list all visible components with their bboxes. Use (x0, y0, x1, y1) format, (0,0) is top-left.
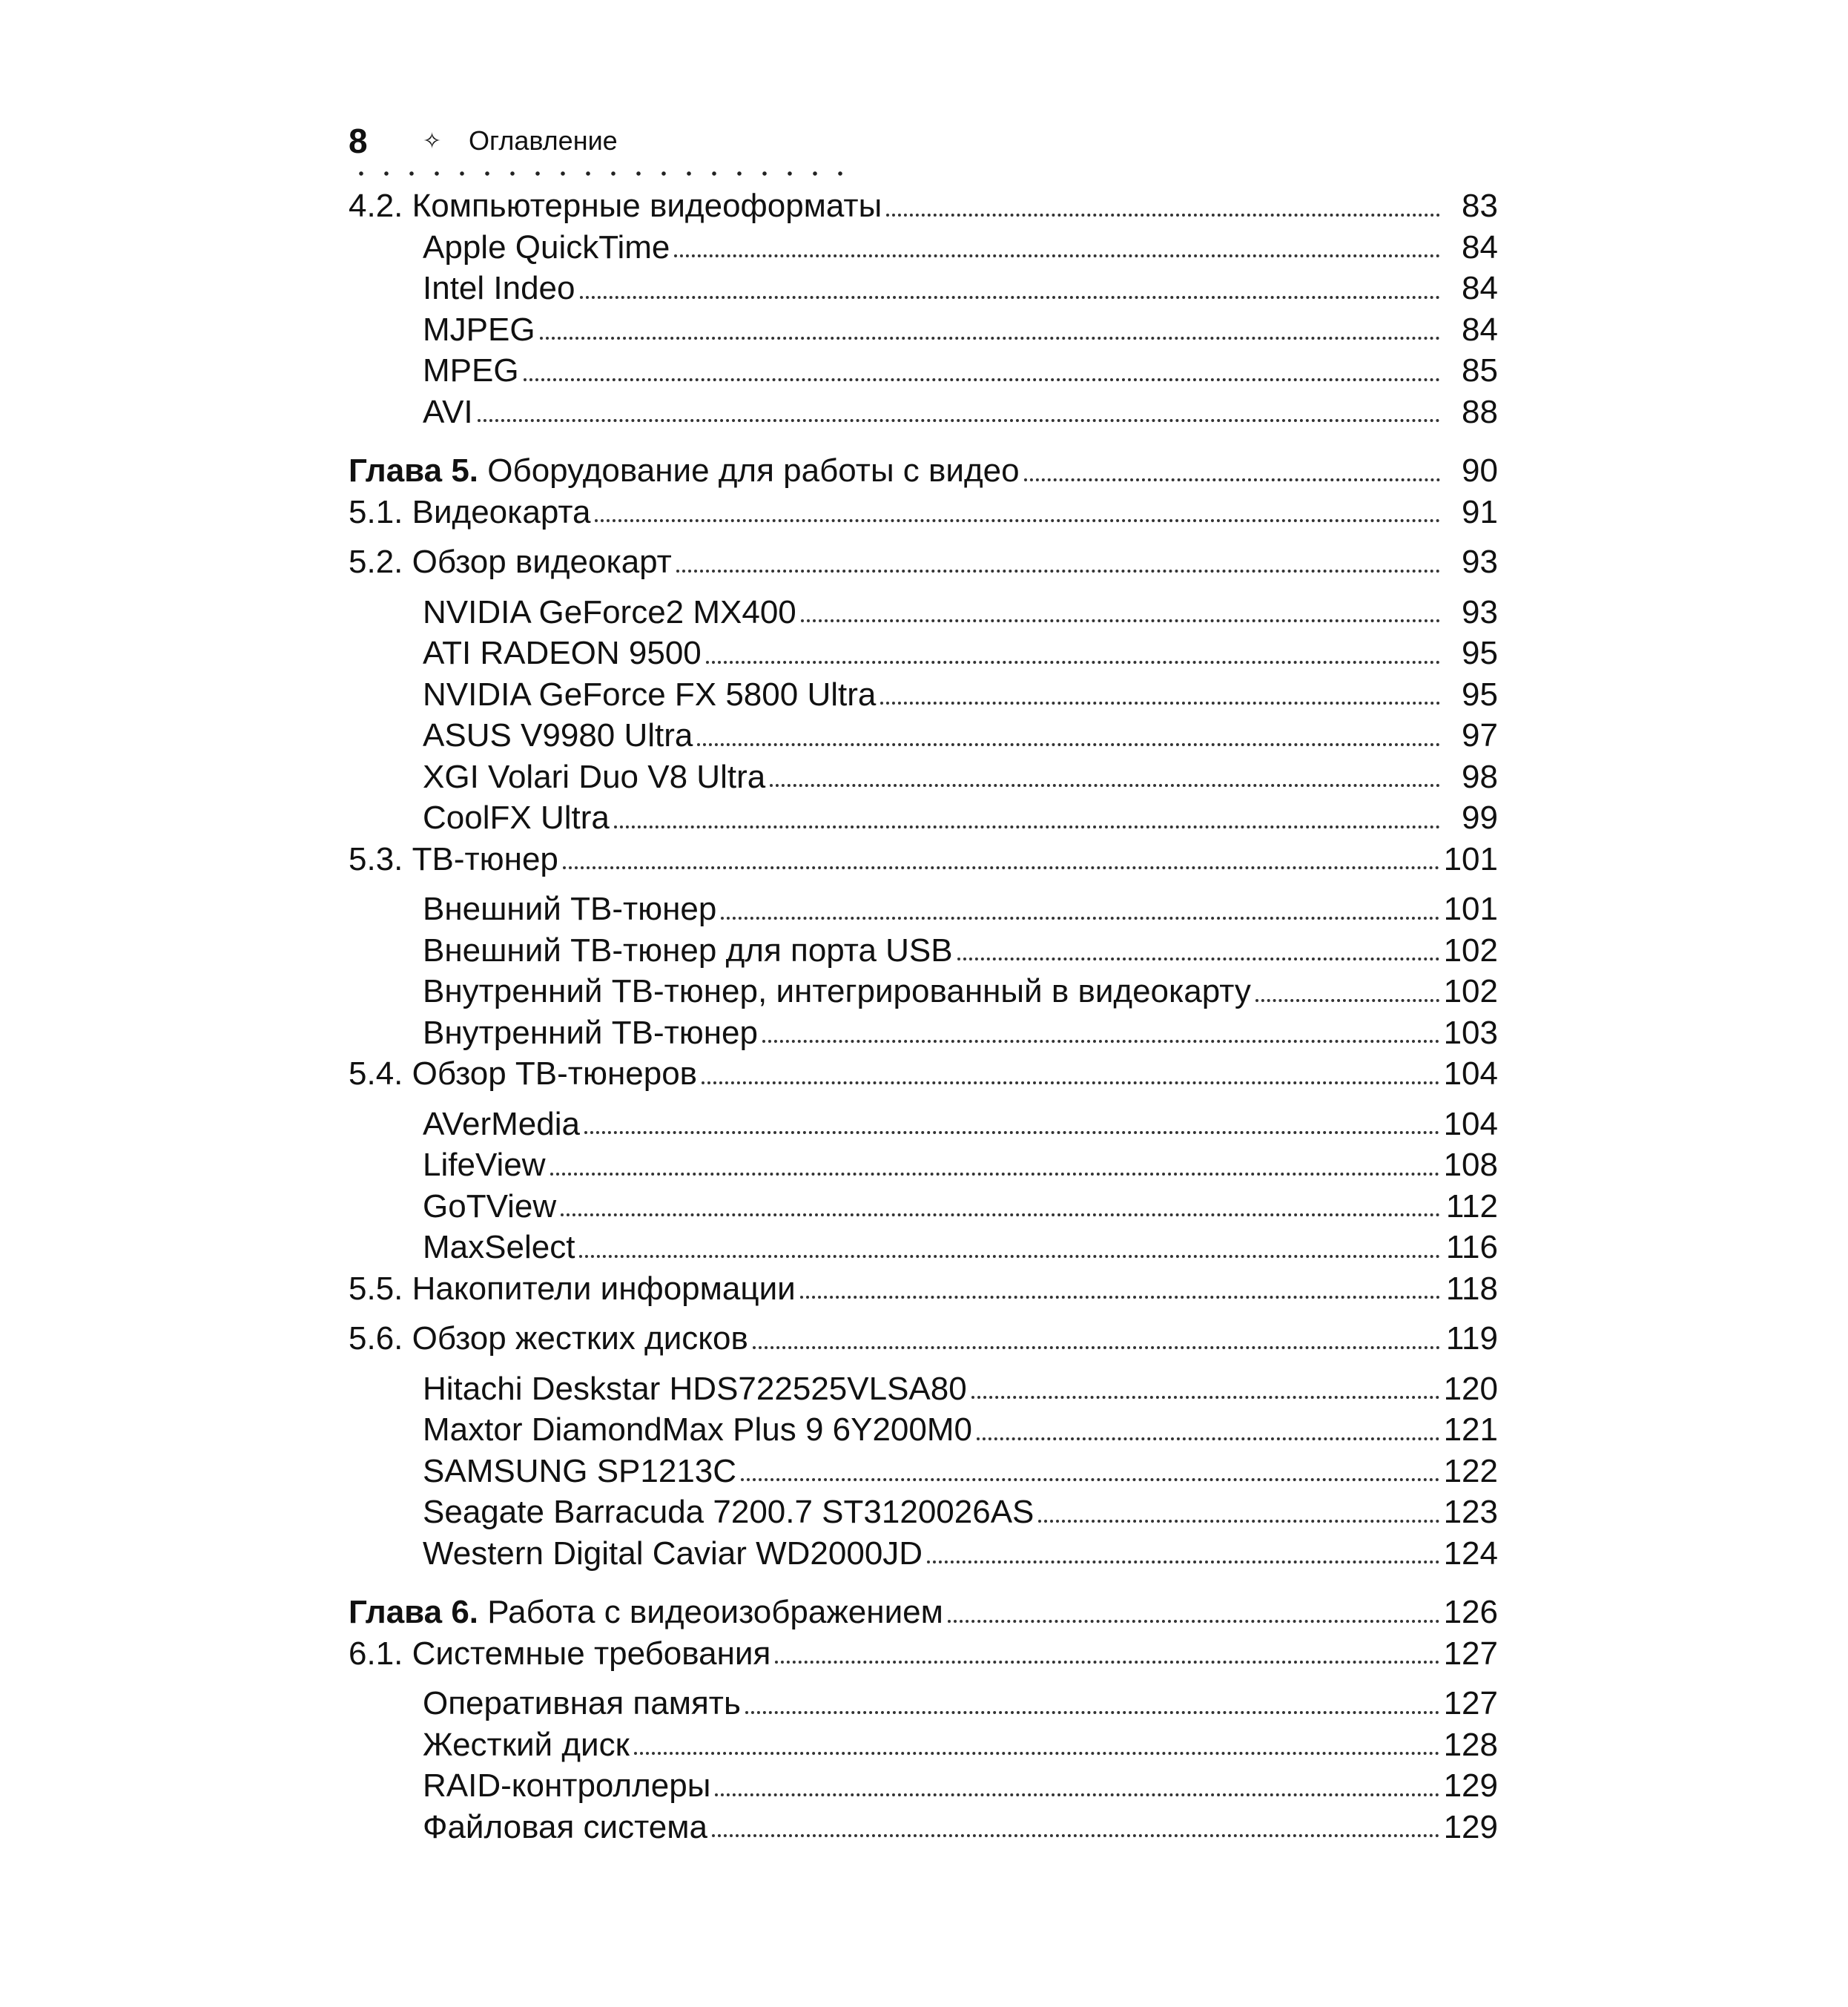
dot-leader (886, 214, 1440, 217)
dot-leader (775, 1661, 1439, 1664)
dot-leader (478, 419, 1440, 422)
toc-entry-label: 5.6. Обзор жестких дисков (349, 1320, 748, 1357)
toc-entry[interactable] (349, 1451, 1498, 1492)
toc-entry-page: 97 (1462, 717, 1498, 754)
chapter-title: Оборудование для работы с видео (487, 452, 1020, 489)
toc-entry-page: 123 (1443, 1494, 1498, 1530)
dot-leader (674, 254, 1440, 257)
dot-leader (697, 743, 1440, 746)
dot-leader (580, 296, 1441, 299)
toc-entry-page: 116 (1445, 1229, 1498, 1265)
toc-entry-page: 93 (1462, 544, 1498, 580)
toc-entry-label: 4.2. Компьютерные видеоформаты (349, 188, 882, 224)
dot-leader (1024, 478, 1440, 481)
toc-entry-page: 84 (1462, 228, 1498, 266)
toc-entry-label: MaxSelect (423, 1229, 575, 1265)
dot-leader (634, 1752, 1439, 1755)
toc-entry-page: 127 (1443, 1635, 1498, 1672)
dot-leader (1038, 1520, 1439, 1523)
toc-entry[interactable] (349, 930, 1498, 972)
toc-entry-page: 126 (1443, 1594, 1498, 1630)
toc-entry-page: 129 (1443, 1767, 1498, 1804)
toc-entry-page: 99 (1462, 800, 1498, 836)
dot-leader (676, 570, 1440, 573)
toc-entry[interactable] (349, 1227, 1498, 1268)
page-number: 8 (349, 122, 368, 160)
toc-entry-label: Hitachi Deskstar HDS722525VLSA80 (423, 1370, 967, 1407)
chapter-title: Работа с видеоизображением (487, 1594, 943, 1630)
toc-entry-label: Внешний ТВ-тюнер (423, 891, 717, 927)
toc-entry-page: 85 (1462, 352, 1498, 389)
toc-entry-label: Intel Indeo (423, 270, 575, 306)
toc-entry-page: 102 (1443, 932, 1498, 969)
toc-entry-page: 112 (1445, 1187, 1498, 1225)
chapter-prefix: Глава 6. (349, 1594, 479, 1630)
toc-entry[interactable] (349, 1409, 1498, 1451)
toc-entry-label: 5.1. Видеокарта (349, 493, 591, 530)
dot-leader (702, 1081, 1439, 1084)
toc-entry-page: 104 (1443, 1055, 1498, 1092)
toc-entry[interactable] (349, 1144, 1498, 1186)
toc-entry-page: 101 (1443, 840, 1498, 877)
toc-entry-label: 5.3. ТВ-тюнер (349, 840, 558, 877)
toc-entry-label: Внутренний ТВ-тюнер, интегрированный в видеокарту (423, 973, 1251, 1009)
toc-entry[interactable] (349, 757, 1498, 798)
toc-entry-label: GoTView (423, 1187, 557, 1225)
dot-leader (595, 519, 1440, 522)
toc-entry-page: 103 (1443, 1014, 1498, 1051)
toc-entry-page: 83 (1462, 188, 1498, 224)
toc-entry-page: 128 (1443, 1726, 1498, 1763)
toc-entry[interactable] (349, 1268, 1498, 1310)
toc-entry[interactable] (349, 633, 1498, 674)
toc-entry-label: ASUS V9980 Ultra (423, 717, 693, 754)
toc-entry[interactable] (349, 1104, 1498, 1145)
dot-leader (801, 619, 1440, 622)
toc-entry-label: Apple QuickTime (423, 228, 670, 266)
toc-entry[interactable] (349, 1053, 1498, 1095)
dot-leader (800, 1296, 1440, 1299)
dot-leader (927, 1561, 1439, 1563)
toc-entry-page: 129 (1443, 1808, 1498, 1845)
toc-chapter-entry[interactable] (349, 1592, 1498, 1633)
dot-leader (712, 1834, 1439, 1837)
dot-leader (753, 1346, 1440, 1349)
toc-entry-label: NVIDIA GeForce FX 5800 Ultra (423, 676, 877, 713)
toc-entry-page: 127 (1443, 1685, 1498, 1721)
toc-entry-page: 98 (1462, 758, 1498, 795)
dot-leader (524, 378, 1440, 381)
dot-leader (706, 661, 1440, 664)
toc-list (349, 185, 1498, 1848)
toc-entry-page: 102 (1443, 973, 1498, 1009)
dot-leader (715, 1793, 1439, 1796)
toc-entry[interactable] (349, 592, 1498, 633)
dot-leader (1255, 999, 1439, 1002)
toc-entry[interactable] (349, 1807, 1498, 1848)
toc-entry[interactable] (349, 1633, 1498, 1675)
header-divider (349, 171, 853, 177)
toc-entry-page: 84 (1462, 270, 1498, 306)
toc-entry-page: 84 (1462, 311, 1498, 348)
dot-leader (880, 702, 1440, 705)
toc-entry[interactable] (349, 392, 1498, 433)
toc-entry-label: Western Digital Caviar WD2000JD (423, 1535, 923, 1572)
dot-leader (745, 1711, 1439, 1714)
toc-entry[interactable] (349, 309, 1498, 351)
toc-entry-label: Внутренний ТВ-тюнер (423, 1014, 758, 1051)
toc-entry-label: 5.5. Накопители информации (349, 1270, 796, 1307)
dot-leader (741, 1478, 1439, 1481)
toc-entry[interactable] (349, 889, 1498, 930)
toc-page (349, 119, 1498, 1848)
dot-leader (579, 1255, 1440, 1258)
dot-leader (762, 1040, 1439, 1043)
toc-entry-page: 104 (1443, 1105, 1498, 1142)
toc-entry-page: 124 (1443, 1535, 1498, 1572)
header-title: Оглавление (469, 125, 618, 156)
toc-entry-label: XGI Volari Duo V8 Ultra (423, 758, 766, 795)
dot-leader (561, 1213, 1440, 1216)
toc-entry[interactable] (349, 350, 1498, 392)
dot-leader (540, 337, 1440, 340)
toc-entry-label: Жесткий диск (423, 1726, 630, 1763)
dot-leader (957, 958, 1439, 960)
toc-entry-page: 121 (1443, 1411, 1498, 1448)
toc-entry-label: LifeView (423, 1147, 546, 1183)
toc-entry[interactable] (349, 1368, 1498, 1410)
toc-entry-label: Оперативная память (423, 1685, 741, 1721)
toc-entry[interactable] (349, 674, 1498, 716)
toc-entry[interactable] (349, 1533, 1498, 1575)
toc-entry[interactable] (349, 797, 1498, 839)
dot-leader (584, 1131, 1439, 1134)
toc-entry-label: RAID-контроллеры (423, 1767, 711, 1804)
toc-entry-label: NVIDIA GeForce2 MX400 (423, 593, 796, 630)
toc-entry[interactable] (349, 715, 1498, 757)
toc-entry[interactable] (349, 1318, 1498, 1360)
toc-entry[interactable] (349, 1186, 1498, 1227)
toc-entry[interactable] (349, 268, 1498, 309)
toc-entry-label: SAMSUNG SP1213C (423, 1452, 737, 1489)
toc-entry-page: 101 (1443, 891, 1498, 927)
dot-leader (770, 784, 1440, 787)
dot-leader (971, 1396, 1439, 1399)
toc-entry-label: MJPEG (423, 311, 535, 348)
toc-entry-label: AVerMedia (423, 1105, 580, 1142)
dot-leader (977, 1437, 1439, 1440)
toc-entry-page: 120 (1443, 1370, 1498, 1407)
toc-entry[interactable] (349, 492, 1498, 533)
toc-entry-label: Maxtor DiamondMax Plus 9 6Y200M0 (423, 1411, 972, 1448)
dot-leader (550, 1173, 1439, 1176)
toc-entry-label: CoolFX Ultra (423, 800, 610, 836)
toc-entry[interactable] (349, 185, 1498, 227)
diamond-icon: ✧ (423, 128, 442, 154)
toc-entry[interactable] (349, 1683, 1498, 1724)
toc-entry-page: 95 (1462, 676, 1498, 713)
toc-entry-page: 95 (1462, 635, 1498, 671)
toc-entry-page: 91 (1462, 493, 1498, 530)
toc-entry-page: 119 (1445, 1320, 1498, 1357)
chapter-prefix: Глава 5. (349, 452, 479, 489)
toc-entry[interactable] (349, 1492, 1498, 1533)
toc-entry[interactable] (349, 1765, 1498, 1807)
toc-entry-label: Файловая система (423, 1808, 707, 1845)
toc-entry[interactable] (349, 227, 1498, 268)
dot-leader (563, 866, 1439, 869)
dot-leader (614, 825, 1440, 828)
toc-entry-page: 90 (1462, 452, 1498, 489)
toc-entry-page: 118 (1445, 1270, 1498, 1307)
toc-entry-label: 6.1. Системные требования (349, 1635, 771, 1672)
toc-entry-label: Внешний ТВ-тюнер для порта USB (423, 932, 953, 969)
toc-entry-label: AVI (423, 393, 473, 430)
toc-entry-page: 88 (1462, 393, 1498, 430)
toc-entry-page: 122 (1443, 1452, 1498, 1489)
toc-entry-page: 108 (1443, 1147, 1498, 1183)
toc-entry-label: 5.4. Обзор ТВ-тюнеров (349, 1055, 698, 1092)
toc-entry[interactable] (349, 1012, 1498, 1054)
toc-entry-label (349, 1592, 943, 1633)
toc-entry[interactable] (349, 541, 1498, 583)
running-header (349, 119, 1498, 163)
dot-leader (948, 1620, 1439, 1623)
toc-entry[interactable] (349, 971, 1498, 1012)
toc-chapter-entry[interactable] (349, 450, 1498, 492)
toc-entry-label (349, 450, 1020, 492)
toc-entry-page: 93 (1462, 593, 1498, 630)
toc-entry-label: 5.2. Обзор видеокарт (349, 544, 672, 580)
toc-entry-label: Seagate Barracuda 7200.7 ST3120026AS (423, 1494, 1034, 1530)
dot-leader (721, 917, 1439, 920)
toc-entry-label: ATI RADEON 9500 (423, 635, 702, 671)
toc-entry-label: MPEG (423, 352, 519, 389)
toc-entry[interactable] (349, 1724, 1498, 1766)
toc-entry[interactable] (349, 839, 1498, 880)
